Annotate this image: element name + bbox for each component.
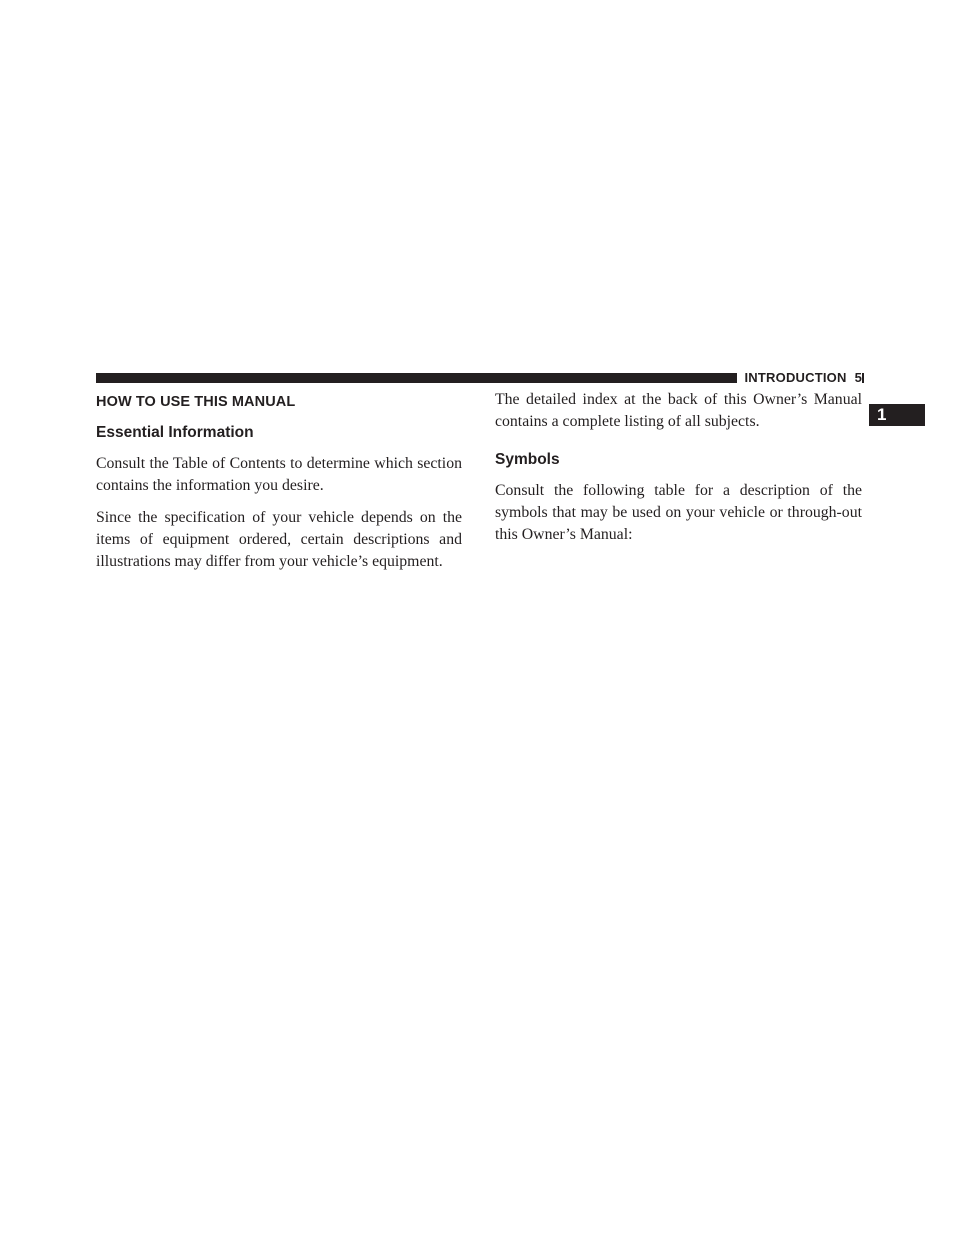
left-column (96, 389, 462, 573)
subheading-symbols: Symbols (495, 451, 560, 468)
header-rule (96, 373, 740, 383)
chapter-tab (869, 404, 925, 426)
paragraph: Consult the Table of Contents to determine which section contains the information you desire. (96, 455, 462, 494)
page-number: 5 (854, 370, 862, 385)
chapter-tab-number: 1 (877, 405, 887, 424)
paragraph: Since the specification of your vehicle depends on the items of equipment ordered, certain descriptions and illustrations may differ from your vehicle’s equipment. (96, 509, 462, 570)
right-column (495, 389, 862, 546)
section-heading: HOW TO USE THIS MANUAL (96, 394, 296, 410)
section-title: INTRODUCTION (744, 370, 847, 385)
running-head (737, 369, 863, 387)
paragraph: The detailed index at the back of this Owner’s Manual contains a complete listing of all subjects. (495, 391, 862, 430)
subheading-essential-information: Essential Information (96, 424, 254, 441)
paragraph: Consult the following table for a description of the symbols that may be used on your vehicle or through-out this Owner’s Manual: (495, 482, 862, 543)
